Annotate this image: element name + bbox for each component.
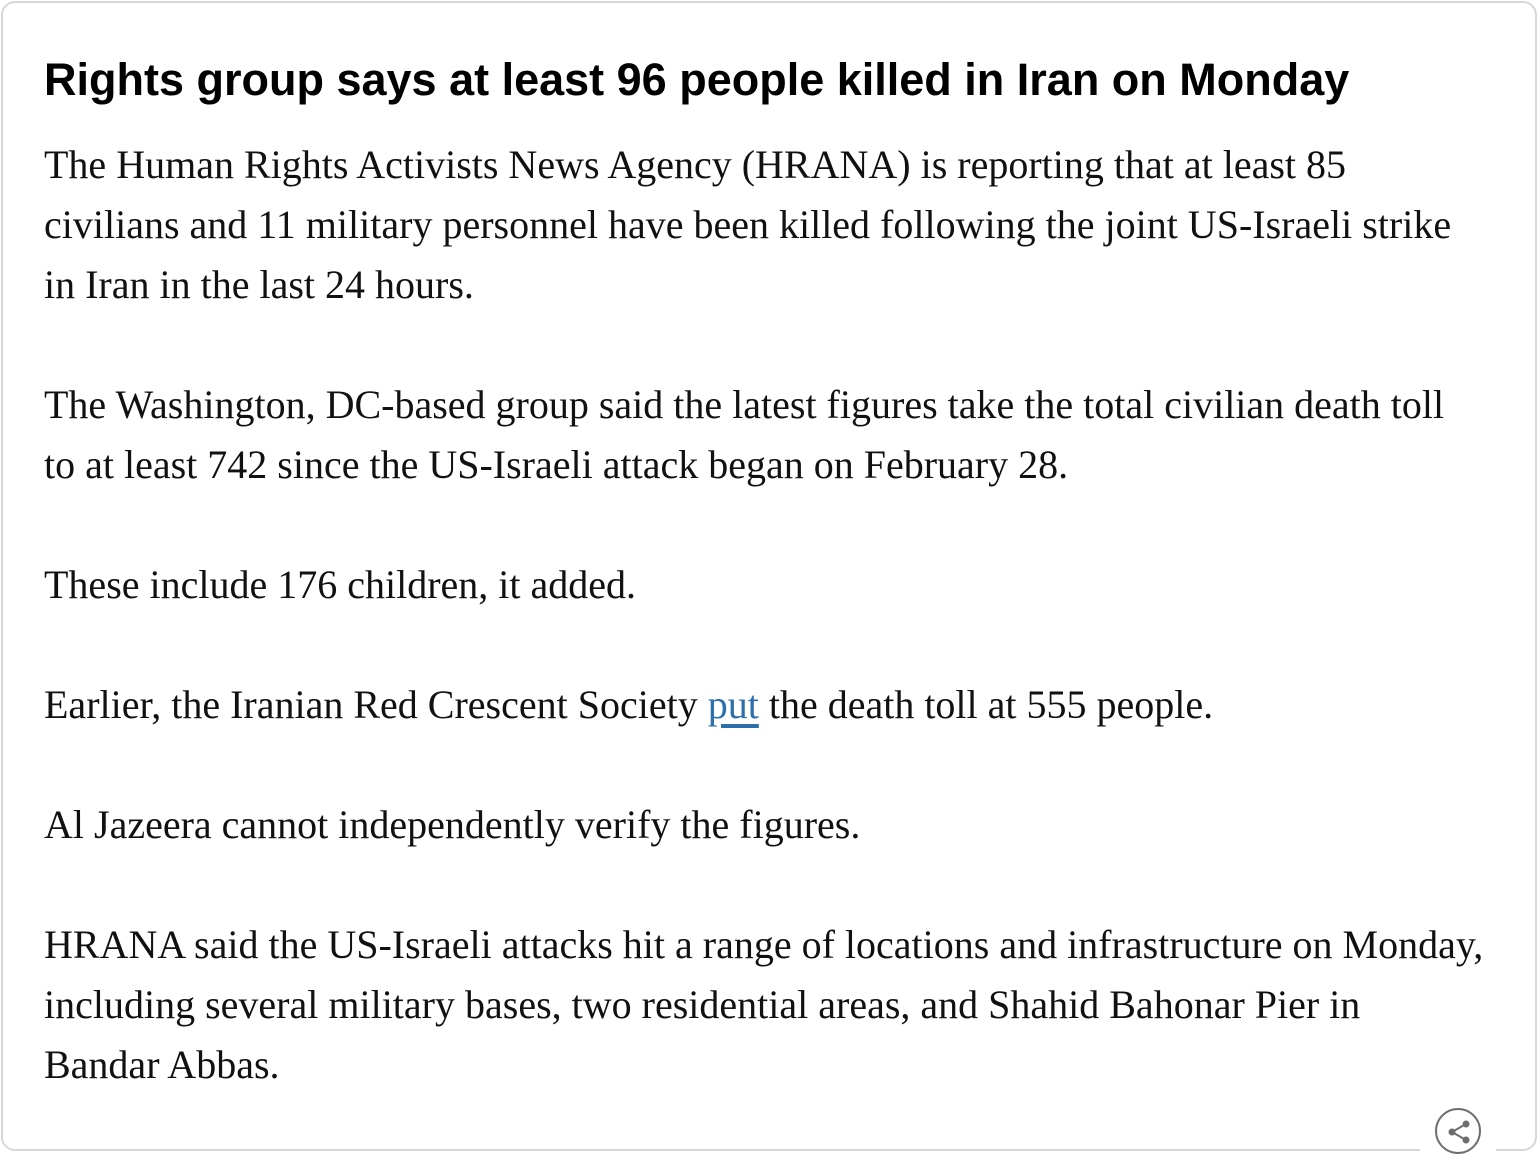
paragraph: HRANA said the US-Israeli attacks hit a range of locations and infrastructure on Monday, including several military bases, two residential areas, and Shahid Bahonar Pier in Bandar Abbas. [44, 922, 1484, 1087]
share-icon [1446, 1119, 1472, 1145]
paragraph: The Human Rights Activists News Agency (HRANA) is reporting that at least 85 civilians and 11 military personnel have been killed following the joint US-Israeli strike in Iran in the last 24 hours. [44, 142, 1452, 307]
paragraph-text: the death toll at 555 people. [758, 682, 1214, 727]
put-link[interactable]: put [707, 682, 759, 727]
share-area [1420, 1100, 1496, 1160]
paragraph-text: Earlier, the Iranian Red Crescent Society [44, 682, 708, 727]
paragraph: These include 176 children, it added. [44, 562, 637, 607]
share-button[interactable] [1435, 1108, 1481, 1154]
paragraph: The Washington, DC-based group said the latest figures take the total civilian death toll to at least 742 since the US-Israeli attack began on February 28. [44, 382, 1445, 487]
paragraph [44, 675, 1484, 735]
article-body [44, 135, 1484, 1155]
headline: Rights group says at least 96 people killed in Iran on Monday [44, 54, 1350, 105]
paragraph: Al Jazeera cannot independently verify the figures. [44, 802, 861, 847]
live-update-card [1, 1, 1537, 1151]
